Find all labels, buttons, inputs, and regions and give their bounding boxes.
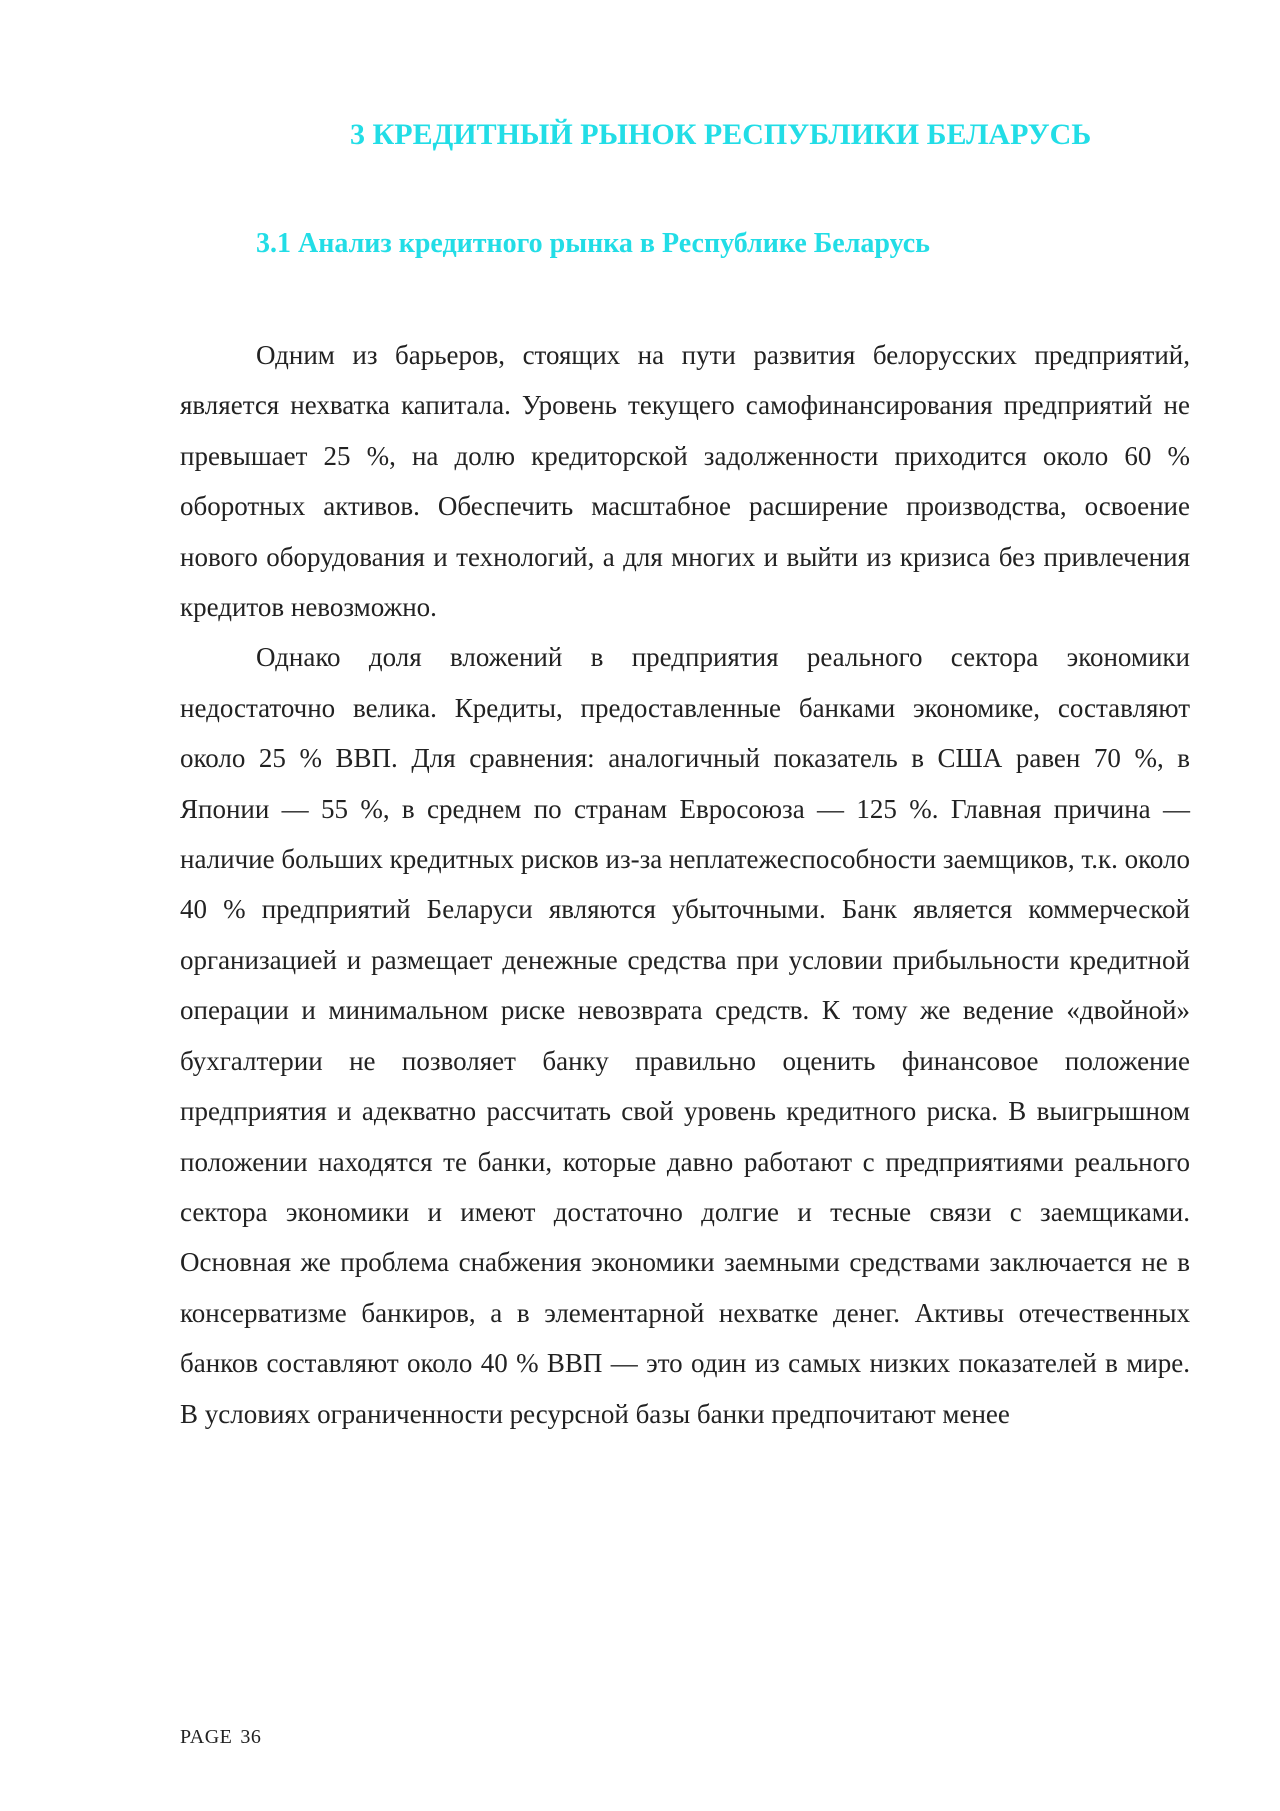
chapter-title: 3 КРЕДИТНЫЙ РЫНОК РЕСПУБЛИКИ БЕЛАРУСЬ [350,118,1092,151]
body-text [180,330,1190,1439]
paragraph-1: Одним из барьеров, стоящих на пути развития белорусских предприятий, является нехватка капитала. Уровень текущего самофинансирования предприятий не превышает 25 %, на долю кредиторской задолженности приходится около 60 % оборотных активов. Обеспечить масштабное расширение производства, освоение нового оборудования и технологий, а для многих и выйти из кризиса без привлечения кредитов невозможно. [180,340,1190,623]
page-footer [180,1726,261,1749]
paragraph-2: Однако доля вложений в предприятия реального сектора экономики недостаточно велика. Кредиты, предоставленные банками экономике, составляют около 25 % ВВП. Для сравнения: аналогичный показатель в США равен 70 %, в Японии — 55 %, в среднем по странам Евросоюза — 125 %. Главная причина — наличие больших кредитных рисков из-за неплатежеспособности заемщиков, т.к. около 40 % предприятий Беларуси являются убыточными. Банк является коммерческой организацией и размещает денежные средства при условии прибыльности кредитной операции и минимальном риске невозврата средств. К тому же ведение «двойной» бухгалтерии не позволяет банку правильно оценить финансовое положение предприятия и адекватно рассчитать свой уровень кредитного риска. В выигрышном положении находятся те банки, которые давно работают с предприятиями реального сектора экономики и имеют достаточно долгие и тесные связи с заемщиками. Основная же проблема снабжения экономики заемными средствами заключается не в консерватизме банкиров, а в элементарной нехватке денег. Активы отечественных банков составляют около 40 % ВВП — это один из самых низких показателей в мире. В условиях ограниченности ресурсной базы банки предпочитают менее [180,642,1190,1429]
section-title: 3.1 Анализ кредитного рынка в Республике Беларусь [256,228,930,259]
page-label: PAGE [180,1726,233,1748]
page-number: 36 [240,1726,262,1748]
